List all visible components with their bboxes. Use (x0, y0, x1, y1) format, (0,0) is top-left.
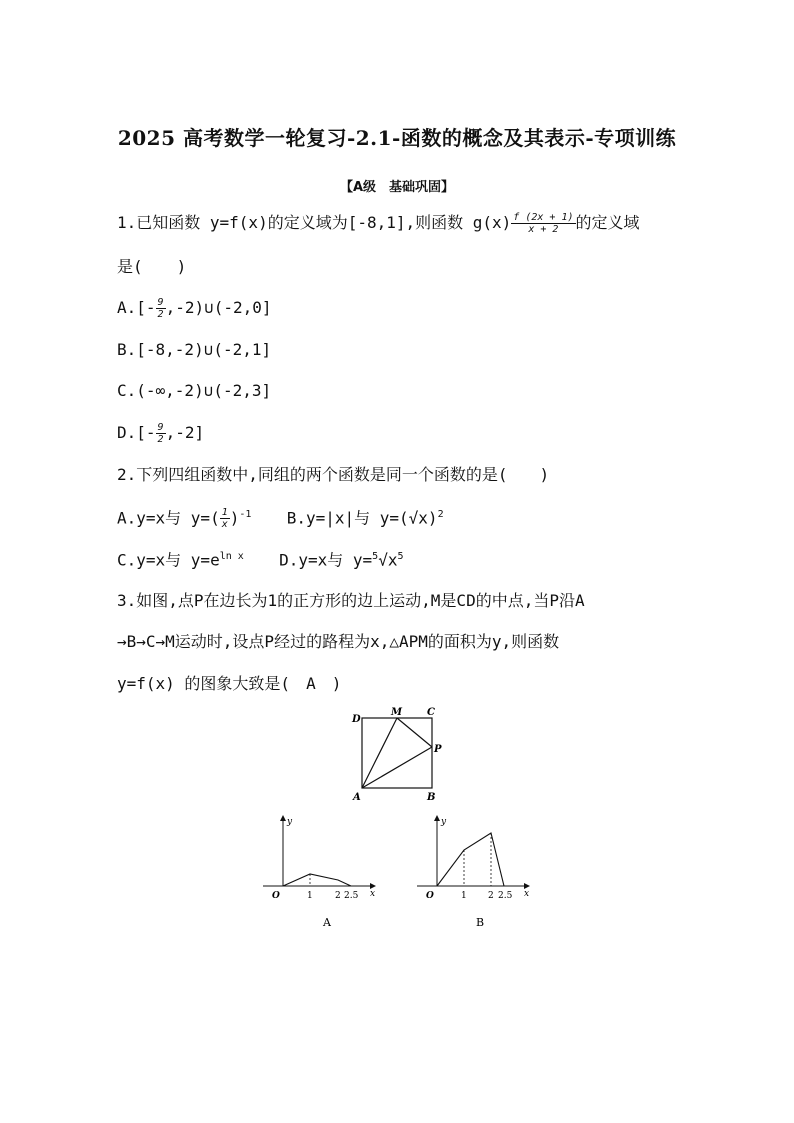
q2-option-b-exponent: 2 (437, 509, 444, 520)
graph-b-y-arrow (434, 815, 440, 821)
graph-b-caption: B (476, 916, 485, 929)
q2-option-d-root-index: 5 (372, 551, 379, 562)
graph-a-x-label: x (370, 889, 376, 899)
q2-option-a-num: 1 (221, 507, 228, 519)
label-a: A (353, 792, 361, 803)
q1-stem-cont (117, 257, 186, 277)
graph-a-caption: A (323, 916, 331, 929)
q2-option-d-radical: √x (378, 550, 398, 570)
graph-b-tick-3: 2.5 (498, 891, 513, 901)
q1-option-d-den: 2 (157, 434, 164, 445)
graph-b-y-label: y (441, 817, 447, 827)
q1-option-d (117, 422, 204, 445)
q1-option-a (117, 297, 272, 320)
q2-stem: 2.下列四组函数中,同组的两个函数是同一个函数的是( ) (117, 465, 550, 484)
q1-option-c: C.(-∞,-2)∪(-2,3] (117, 381, 272, 400)
q1-option-d-fraction (156, 422, 166, 445)
label-p: P (434, 744, 442, 755)
graph-a-origin: O (272, 891, 280, 901)
graph-b-origin: O (426, 891, 434, 901)
q1-option-a-part2: ,-2)∪(-2,0] (165, 298, 272, 317)
graph-b-tick-2: 2 (488, 891, 494, 901)
q1-stem-part-b: 的定义域 (575, 213, 640, 232)
q1-option-d-num: 9 (157, 422, 164, 433)
page-title: 2025 高考数学一轮复习-2.1-函数的概念及其表示-专项训练 (117, 126, 677, 150)
q1-fraction-numerator: f (2x + 1) (513, 212, 574, 223)
q2-option-d: D.y=x与 y= (279, 550, 373, 570)
graph-a-y-label: y (287, 817, 293, 827)
square-figure (340, 700, 450, 805)
q2-option-d-exponent: 5 (397, 551, 404, 562)
label-d: D (352, 714, 361, 725)
label-m: M (391, 707, 403, 718)
label-c: C (427, 707, 435, 718)
graph-a (258, 810, 388, 935)
graph-b (412, 810, 547, 935)
q3-line-3: y=f(x) 的图象大致是( A ) (117, 674, 342, 693)
q1-option-a-den: 2 (157, 309, 164, 320)
q1-stem-part-d: ) (176, 257, 187, 276)
q1-stem-part-a: 1.已知函数 y=f(x)的定义域为[-8,1],则函数 g(x) (117, 213, 512, 232)
segment-m-p (397, 718, 432, 747)
graph-b-curve (437, 833, 504, 886)
q1-option-a-part1: A.[- (117, 298, 156, 317)
graph-b-tick-1: 1 (461, 891, 467, 901)
graph-a-tick-1: 1 (307, 891, 313, 901)
section-heading: 【A级 基础巩固】 (339, 180, 455, 195)
q2-option-a-fraction (220, 507, 230, 530)
label-b: B (427, 792, 436, 803)
q2-option-c: C.y=x与 y=e (117, 550, 220, 570)
q1-fraction (511, 212, 575, 235)
q3-line-1: 3.如图,点P在边长为1的正方形的边上运动,M是CD的中点,当P沿A (117, 591, 585, 610)
graph-a-tick-3: 2.5 (344, 891, 359, 901)
graph-a-tick-2: 2 (335, 891, 341, 901)
q1-option-a-num: 9 (157, 297, 164, 308)
q3-line-2: →B→C→M运动时,设点P经过的路程为x,△APM的面积为y,则函数 (117, 632, 560, 651)
q2-option-a-part1: A.y=x与 y=( (117, 508, 220, 528)
q1-option-b: B.[-8,-2)∪(-2,1] (117, 340, 272, 359)
q1-stem (117, 212, 640, 235)
graph-a-curve (283, 874, 351, 886)
q1-option-d-part2: ,-2] (165, 423, 205, 442)
q1-fraction-denominator: x + 2 (528, 224, 559, 235)
q1-option-a-fraction (156, 297, 166, 320)
q2-option-c-exponent: ln x (219, 551, 244, 562)
q1-stem-part-c: 是( (117, 257, 143, 276)
q2-options-ab (117, 505, 444, 530)
q2-options-cd (117, 547, 403, 570)
graph-a-y-arrow (280, 815, 286, 821)
q2-option-b: B.y=|x|与 y=(√x) (286, 508, 438, 528)
q2-option-a-den: x (221, 519, 228, 531)
q1-option-d-part1: D.[- (117, 423, 156, 442)
q2-option-a-exponent: -1 (239, 509, 252, 520)
q2-option-a-part2: ) (229, 508, 240, 528)
graph-b-x-label: x (524, 889, 530, 899)
